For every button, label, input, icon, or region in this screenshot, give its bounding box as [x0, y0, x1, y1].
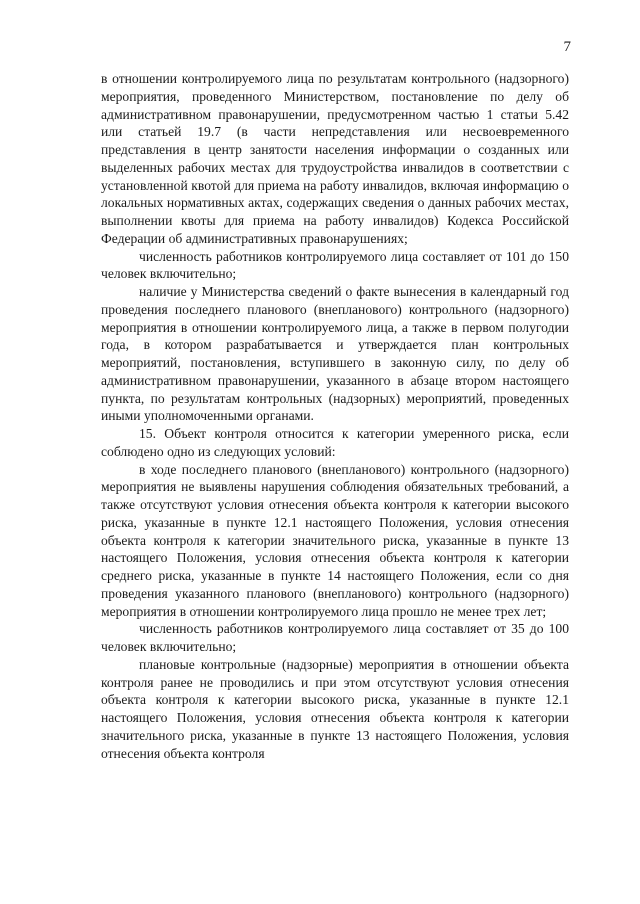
paragraph-6: численность работников контролируемого лица составляет от 35 до 100 человек включительно; — [101, 621, 569, 654]
paragraph-2: численность работников контролируемого лица составляет от 101 до 150 человек включительно; — [101, 248, 569, 282]
document-body — [101, 70, 569, 762]
paragraph-3: наличие у Министерства сведений о факте вынесения в календарный год проведения последнего планового (внепланового) контрольного (надзорного) мероприятия в отношении контролируемого лица, а также в первом полугодии года, в котором разрабатывается и утверждается план контрольных мероприятий, постановления, вступившего в законную силу, по делу об административном правонарушении, указанного в абзаце втором настоящего пункта, по результатам контрольных (надзорных) мероприятий, проведенных иными уполномоченными органами. — [101, 284, 569, 424]
page-number: 7 — [563, 39, 571, 55]
paragraph-5: в ходе последнего планового (внепланового) контрольного (надзорного) мероприятия не выявлены нарушения соблюдения обязательных требований, а также отсутствуют условия отнесения объекта контроля к категории высокого риска, указанные в пункте 12.1 настоящего Положения, условия отнесения объекта контроля к категории значительного риска, указанные в пункте 13 настоящего Положения, условия отнесения объекта контроля к категории среднего риска, указанные в пункте 14 настоящего Положения, если со дня проведения указанного планового (внепланового) контрольного (надзорного) мероприятия в отношении контролируемого лица прошло не менее трех лет; — [101, 461, 569, 619]
paragraph-1: в отношении контролируемого лица по результатам контрольного (надзорного) мероприятия, проведенного Министерством, постановление по делу об административном правонарушении, предусмотренном частью 1 статьи 5.42 или статьей 19.7 (в части непредставления или несвоевременного представления в центр занятости населения информации о созданных или выделенных рабочих местах для трудоустройства инвалидов в соответствии с установленной квотой для приема на работу инвалидов, включая информацию о локальных нормативных актах, содержащих сведения о данных рабочих местах, выполнении квоты для приема на работу инвалидов) Кодекса Российской Федерации об административных правонарушениях; — [101, 71, 569, 246]
paragraph-7: плановые контрольные (надзорные) мероприятия в отношении объекта контроля ранее не проводились и при этом отсутствуют условия отнесения объекта контроля к категории высокого риска, указанные в пункте 12.1 настоящего Положения, условия отнесения объекта контроля к категории значительного риска, указанные в пункте 13 настоящего Положения, условия отнесения объекта контроля — [101, 656, 569, 761]
paragraph-4: 15. Объект контроля относится к категории умеренного риска, если соблюдено одно из следующих условий: — [101, 426, 569, 459]
